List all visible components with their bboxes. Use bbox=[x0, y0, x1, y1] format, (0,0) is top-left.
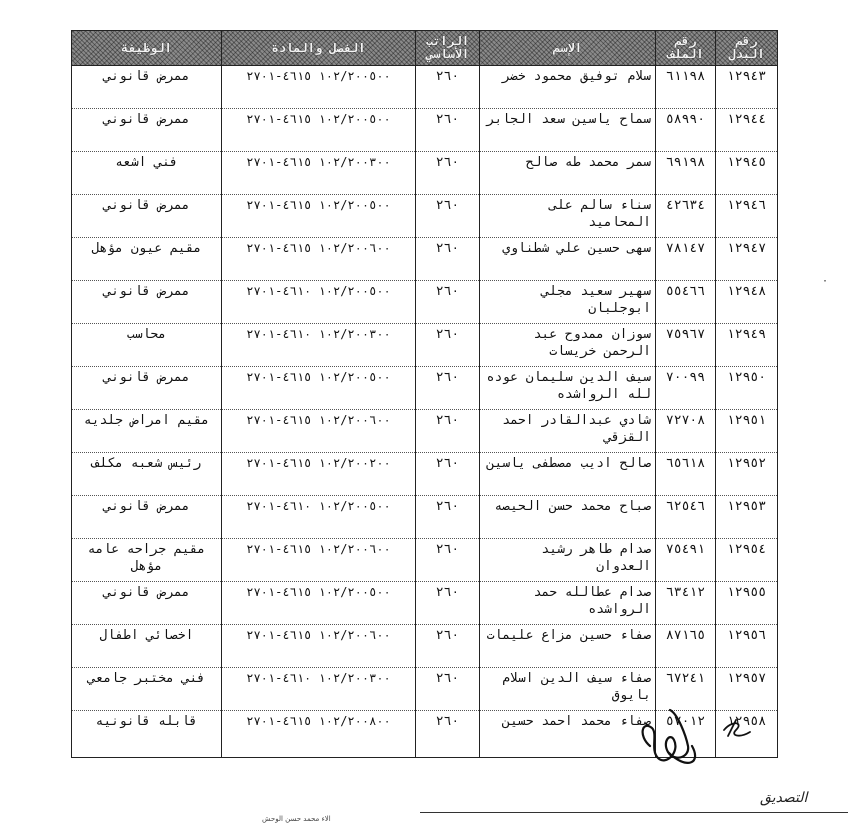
table-row bbox=[72, 367, 778, 410]
cell-file: ٨٧١٦٥ bbox=[656, 625, 716, 668]
cell-job: اخصائي اطفال bbox=[72, 625, 222, 668]
table-row bbox=[72, 238, 778, 281]
cell-code: ١٠٢/٢٠٠٦٠٠ ٤٦١٥-٢٧٠١ bbox=[222, 410, 416, 453]
cell-file: ٥٥٤٦٦ bbox=[656, 281, 716, 324]
cell-salary: ٢٦٠ bbox=[416, 195, 480, 238]
table-row bbox=[72, 582, 778, 625]
cell-name: سهى حسين علي شطناوي bbox=[480, 238, 656, 281]
cell-serial: ١٢٩٤٨ bbox=[716, 281, 778, 324]
cell-file: ٧٥٤٩١ bbox=[656, 539, 716, 582]
cell-name: صفاء حسين مزاع عليمات bbox=[480, 625, 656, 668]
cell-file: ٦٣٤١٢ bbox=[656, 582, 716, 625]
cell-serial: ١٢٩٥٦ bbox=[716, 625, 778, 668]
cell-serial: ١٢٩٥١ bbox=[716, 410, 778, 453]
cell-file: ٦١١٩٨ bbox=[656, 66, 716, 109]
cell-name: شادي عبدالقادر احمد القزقي bbox=[480, 410, 656, 453]
cell-serial: ١٢٩٥٨ bbox=[716, 711, 778, 758]
cell-code: ١٠٢/٢٠٠٥٠٠ ٤٦١٥-٢٧٠١ bbox=[222, 195, 416, 238]
cell-name: سيف الدين سليمان عوده لله الرواشده bbox=[480, 367, 656, 410]
table-row bbox=[72, 195, 778, 238]
cell-job: ممرض قانوني bbox=[72, 66, 222, 109]
cell-job: مقيم امراض جلديه bbox=[72, 410, 222, 453]
cell-salary: ٢٦٠ bbox=[416, 238, 480, 281]
cell-salary: ٢٦٠ bbox=[416, 539, 480, 582]
cell-serial: ١٢٩٤٦ bbox=[716, 195, 778, 238]
table-row bbox=[72, 152, 778, 195]
cell-code: ١٠٢/٢٠٠٦٠٠ ٤٦١٥-٢٧٠١ bbox=[222, 238, 416, 281]
cell-job: ممرض قانوني bbox=[72, 281, 222, 324]
cell-name: سماح ياسين سعد الجابر bbox=[480, 109, 656, 152]
cell-name: صدام عطالله حمد الرواشده bbox=[480, 582, 656, 625]
cell-salary: ٢٦٠ bbox=[416, 410, 480, 453]
cell-file: ٧٠٠٩٩ bbox=[656, 367, 716, 410]
footer-rule bbox=[420, 812, 848, 813]
header-file: رقم الملف bbox=[656, 31, 716, 66]
cell-serial: ١٢٩٥٧ bbox=[716, 668, 778, 711]
cell-serial: ١٢٩٥٤ bbox=[716, 539, 778, 582]
handwritten-signature bbox=[628, 706, 768, 778]
cell-name: صفاء محمد احمد حسين bbox=[480, 711, 656, 758]
cell-salary: ٢٦٠ bbox=[416, 152, 480, 195]
cell-job: ممرض قانوني bbox=[72, 195, 222, 238]
cell-code: ١٠٢/٢٠٠٢٠٠ ٤٦١٥-٢٧٠١ bbox=[222, 453, 416, 496]
cell-code: ١٠٢/٢٠٠٨٠٠ ٤٦١٥-٢٧٠١ bbox=[222, 711, 416, 758]
cell-file: ٦٩١٩٨ bbox=[656, 152, 716, 195]
cell-job: فني اشعه bbox=[72, 152, 222, 195]
document-sheet bbox=[71, 30, 848, 729]
cell-name: صدام طاهر رشيد العدوان bbox=[480, 539, 656, 582]
footer-caption: الاء محمد حسن الوحش bbox=[262, 815, 331, 823]
cell-serial: ١٢٩٥٣ bbox=[716, 496, 778, 539]
table-row bbox=[72, 109, 778, 152]
cell-name: سمر محمد طه صالح bbox=[480, 152, 656, 195]
cell-salary: ٢٦٠ bbox=[416, 711, 480, 758]
cell-serial: ١٢٩٤٩ bbox=[716, 324, 778, 367]
cell-code: ١٠٢/٢٠٠٣٠٠ ٤٦١٠-٢٧٠١ bbox=[222, 668, 416, 711]
cell-salary: ٢٦٠ bbox=[416, 625, 480, 668]
header-name: الإسم bbox=[480, 31, 656, 66]
cell-file: ٧٥٩٦٧ bbox=[656, 324, 716, 367]
cell-salary: ٢٦٠ bbox=[416, 496, 480, 539]
cell-serial: ١٢٩٤٣ bbox=[716, 66, 778, 109]
table-row bbox=[72, 539, 778, 582]
cell-job: قابله قانونيه bbox=[72, 711, 222, 758]
header-salary: الراتب الأساسي bbox=[416, 31, 480, 66]
cell-serial: ١٢٩٥٢ bbox=[716, 453, 778, 496]
cell-salary: ٢٦٠ bbox=[416, 367, 480, 410]
cell-job: ممرض قانوني bbox=[72, 109, 222, 152]
table-row bbox=[72, 668, 778, 711]
cell-serial: ١٢٩٥٥ bbox=[716, 582, 778, 625]
cell-salary: ٢٦٠ bbox=[416, 582, 480, 625]
cell-file: ٦٢٥٤٦ bbox=[656, 496, 716, 539]
table-row bbox=[72, 66, 778, 109]
cell-name: سوزان ممدوح عبد الرحمن خريسات bbox=[480, 324, 656, 367]
cell-job: مقيم جراحه عامه مؤهل bbox=[72, 539, 222, 582]
cell-file: ٧٨١٤٧ bbox=[656, 238, 716, 281]
cell-serial: ١٢٩٤٤ bbox=[716, 109, 778, 152]
certification-label: التصديق bbox=[760, 790, 808, 806]
cell-code: ١٠٢/٢٠٠٥٠٠ ٤٦١٥-٢٧٠١ bbox=[222, 109, 416, 152]
cell-salary: ٢٦٠ bbox=[416, 66, 480, 109]
cell-file: ٥٨٩٩٠ bbox=[656, 109, 716, 152]
cell-job: رئيس شعبه مكلف bbox=[72, 453, 222, 496]
table-row bbox=[72, 410, 778, 453]
cell-code: ١٠٢/٢٠٠٥٠٠ ٤٦١٥-٢٧٠١ bbox=[222, 66, 416, 109]
cell-file: ٧٢٧٠٨ bbox=[656, 410, 716, 453]
cell-file: ٦٥٦١٨ bbox=[656, 453, 716, 496]
cell-code: ١٠٢/٢٠٠٥٠٠ ٤٦١٠-٢٧٠١ bbox=[222, 496, 416, 539]
stray-mark: · bbox=[822, 276, 829, 287]
cell-file: ٥٧٠١٢ bbox=[656, 711, 716, 758]
cell-code: ١٠٢/٢٠٠٣٠٠ ٤٦١٠-٢٧٠١ bbox=[222, 324, 416, 367]
cell-name: صباح محمد حسن الحيصه bbox=[480, 496, 656, 539]
cell-job: ممرض قانوني bbox=[72, 496, 222, 539]
cell-salary: ٢٦٠ bbox=[416, 324, 480, 367]
cell-salary: ٢٦٠ bbox=[416, 668, 480, 711]
cell-name: سهير سعيد مجلي ابوجلبان bbox=[480, 281, 656, 324]
cell-code: ١٠٢/٢٠٠٥٠٠ ٤٦١٥-٢٧٠١ bbox=[222, 582, 416, 625]
table-header-row bbox=[72, 31, 778, 66]
cell-name: سلام توفيق محمود خضر bbox=[480, 66, 656, 109]
cell-job: مقيم عيون مؤهل bbox=[72, 238, 222, 281]
cell-salary: ٢٦٠ bbox=[416, 453, 480, 496]
cell-name: صالح اديب مصطفى ياسين bbox=[480, 453, 656, 496]
table-row bbox=[72, 496, 778, 539]
cell-serial: ١٢٩٤٧ bbox=[716, 238, 778, 281]
table-row bbox=[72, 324, 778, 367]
header-job: الوظيفة bbox=[72, 31, 222, 66]
cell-name: سناء سالم على المحاميد bbox=[480, 195, 656, 238]
table-row bbox=[72, 453, 778, 496]
table-row bbox=[72, 625, 778, 668]
cell-name: صفاء سيف الدين اسلام بايوق bbox=[480, 668, 656, 711]
cell-code: ١٠٢/٢٠٠٦٠٠ ٤٦١٥-٢٧٠١ bbox=[222, 539, 416, 582]
cell-salary: ٢٦٠ bbox=[416, 281, 480, 324]
cell-salary: ٢٦٠ bbox=[416, 109, 480, 152]
cell-file: ٤٢٦٣٤ bbox=[656, 195, 716, 238]
cell-job: فني مختبر جامعي bbox=[72, 668, 222, 711]
cell-code: ١٠٢/٢٠٠٥٠٠ ٤٦١٠-٢٧٠١ bbox=[222, 281, 416, 324]
cell-job: ممرض قانوني bbox=[72, 582, 222, 625]
cell-file: ٦٧٢٤١ bbox=[656, 668, 716, 711]
cell-job: ممرض قانوني bbox=[72, 367, 222, 410]
header-serial: رقم البدل bbox=[716, 31, 778, 66]
employee-table bbox=[71, 30, 778, 758]
table-row bbox=[72, 281, 778, 324]
cell-code: ١٠٢/٢٠٠٦٠٠ ٤٦١٥-٢٧٠١ bbox=[222, 625, 416, 668]
cell-serial: ١٢٩٤٥ bbox=[716, 152, 778, 195]
cell-job: محاسب bbox=[72, 324, 222, 367]
cell-code: ١٠٢/٢٠٠٥٠٠ ٤٦١٥-٢٧٠١ bbox=[222, 367, 416, 410]
cell-code: ١٠٢/٢٠٠٣٠٠ ٤٦١٥-٢٧٠١ bbox=[222, 152, 416, 195]
header-code: الفصل والمادة bbox=[222, 31, 416, 66]
cell-serial: ١٢٩٥٠ bbox=[716, 367, 778, 410]
